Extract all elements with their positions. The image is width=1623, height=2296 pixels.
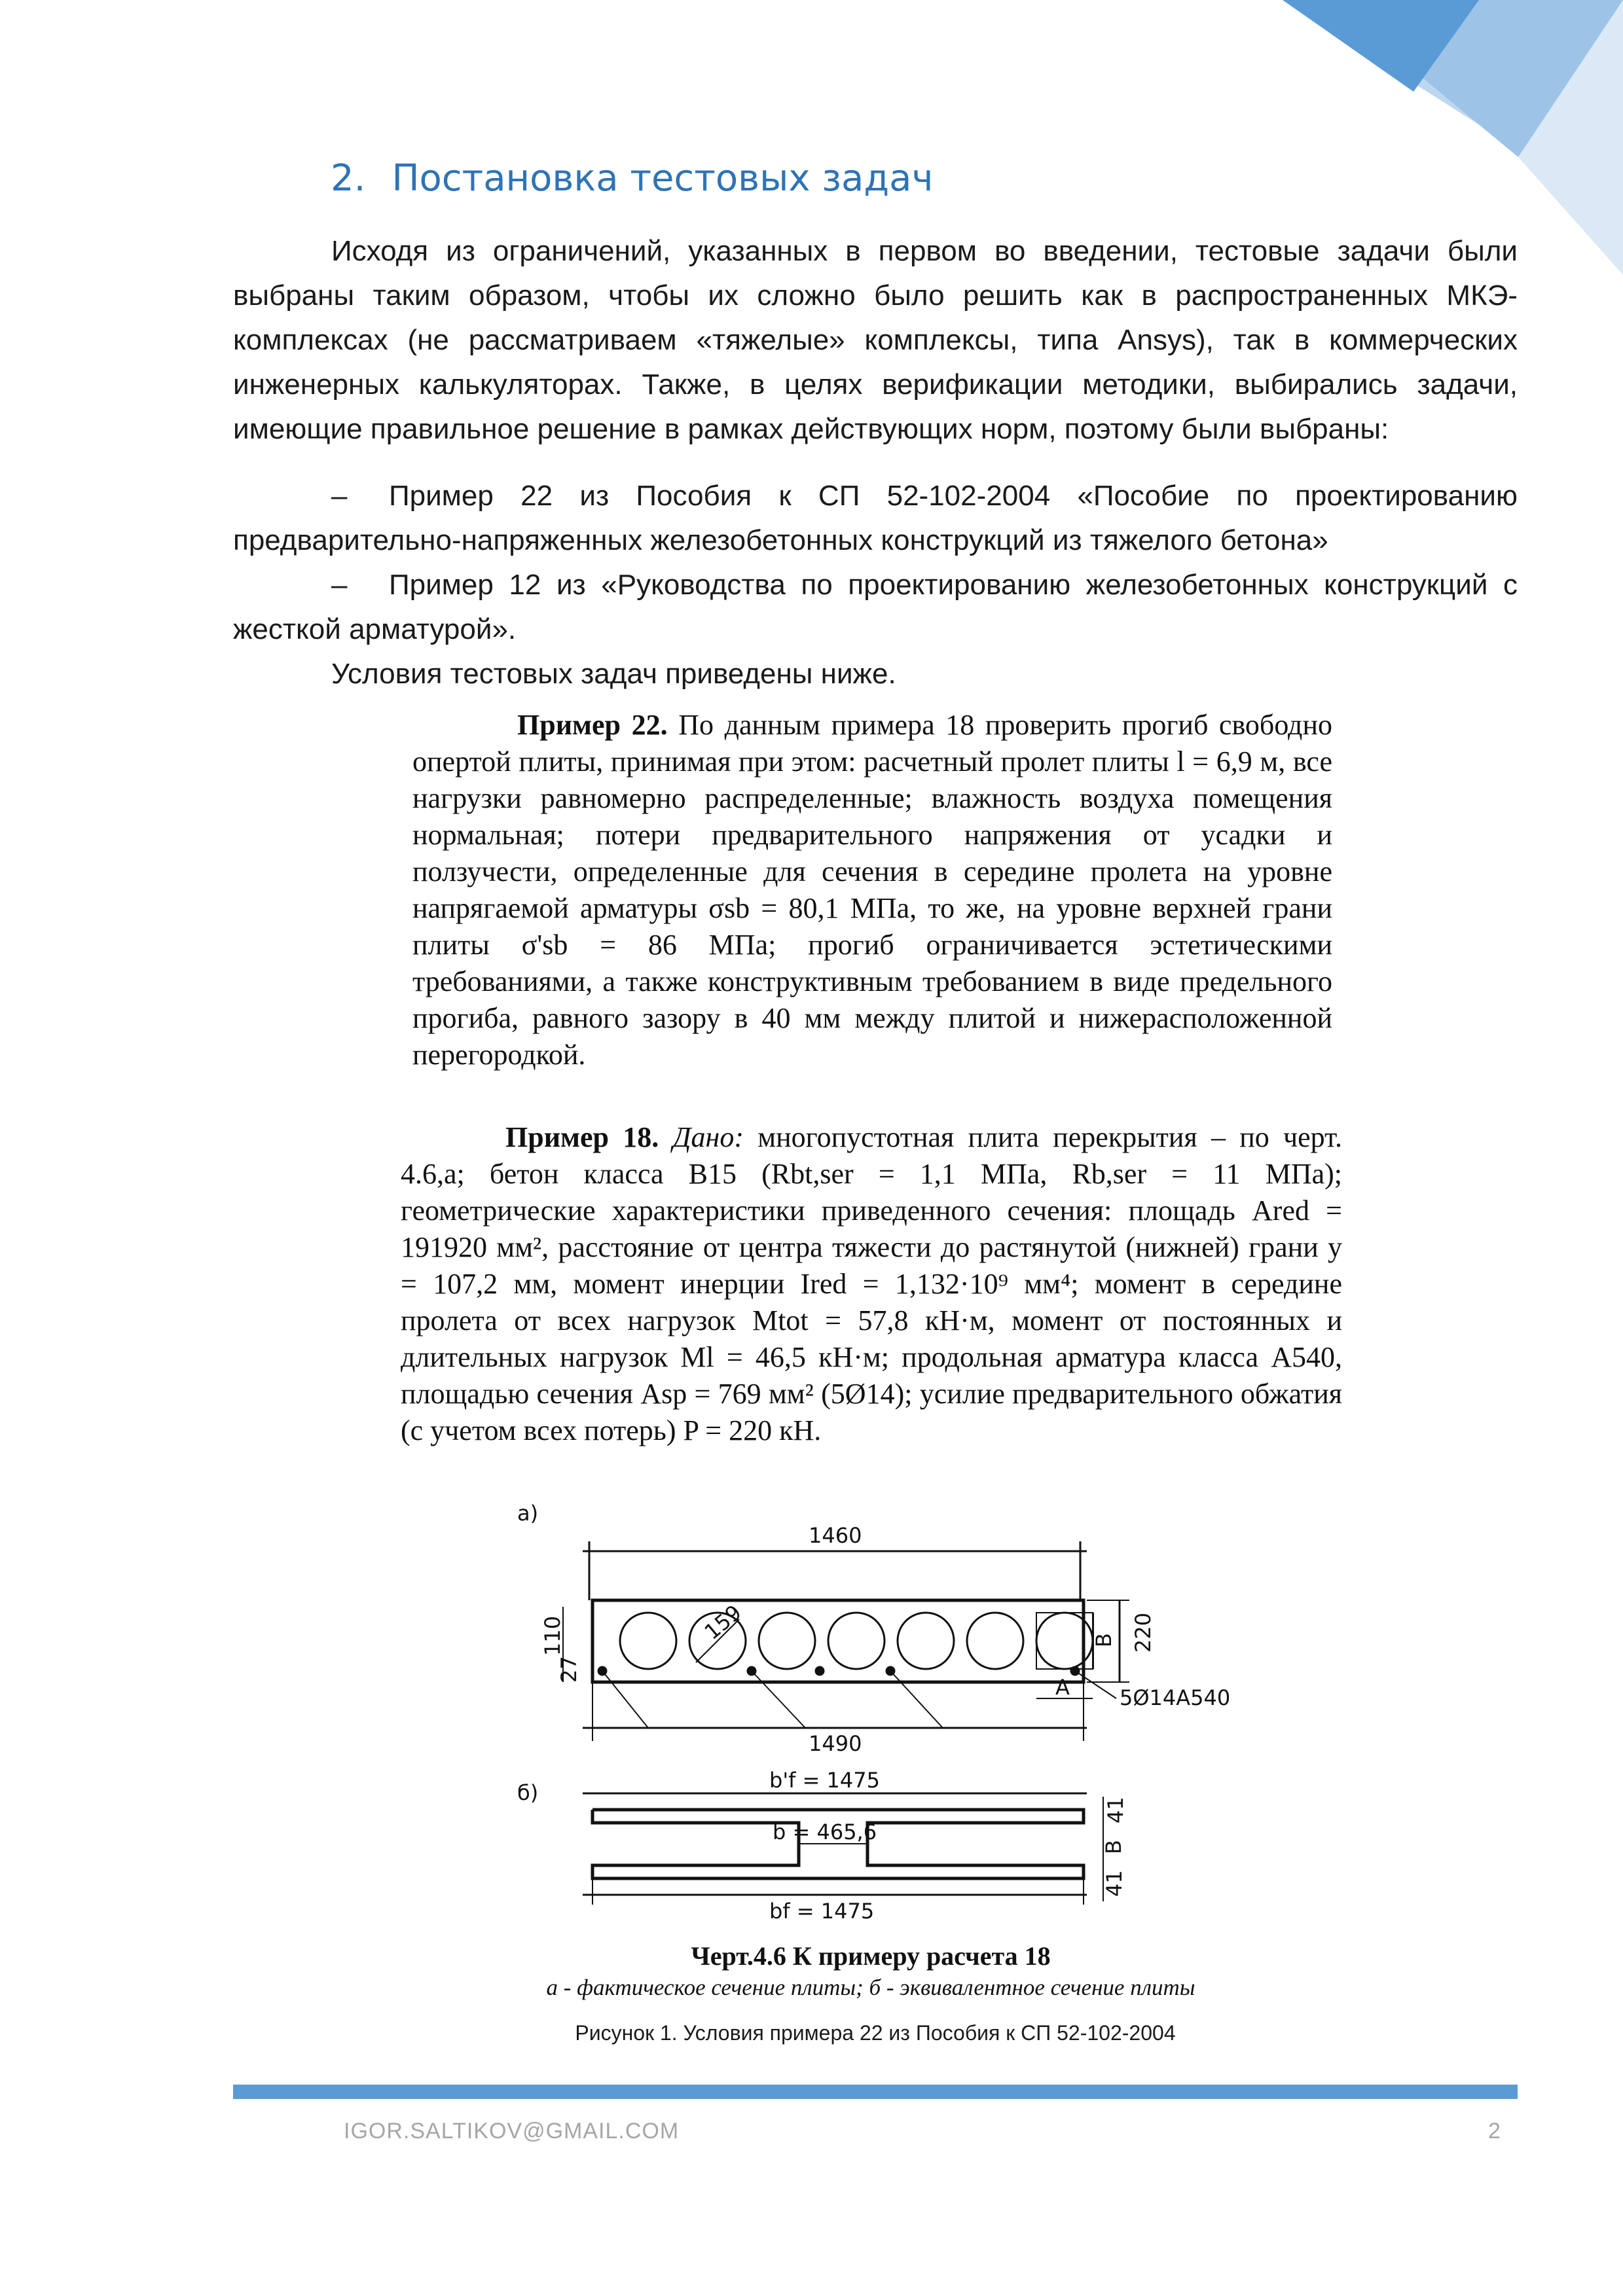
rebar-leader [752, 1671, 805, 1728]
figure-title: Черт.4.6 К примеру расчета 18 [691, 1941, 1051, 1971]
dim-label-159: 159 [699, 1600, 746, 1645]
void-circle [759, 1613, 815, 1669]
section-drawing [511, 1502, 1277, 1973]
list-item-text: Пример 22 из Пособия к СП 52-102-2004 «Пособие по проектированию предварительно-напряженных железобетонных конструкций из тяжелого бетона» [233, 480, 1518, 556]
conditions-paragraph: Условия тестовых задач приведены ниже. [331, 658, 896, 690]
example-18-label: Пример 18. [505, 1121, 659, 1153]
rebar-leader [890, 1671, 943, 1728]
example-22-body: По данным примера 18 проверить прогиб свободно опертой плиты, принимая при этом: расчетный пролет плиты l = 6,9 м, все нагрузки равномерно распределенные; влажность воздуха помещения нормальная; потери предварительного напряжения от усадки и ползучести, определенные для сечения в середине пролета на уровне напрягаемой арматуры σsb = 80,1 МПа, то же, на уровне верхней грани плиты σ'sb = 86 МПа; прогиб ограничивается эстетическими требованиями, а также конструктивным требованием в виде предельного прогиба, равного зазору в 40 мм между плитой и нижерасположенной перегородкой. [412, 709, 1332, 1071]
dim-label-b-web: b = 465,6 [773, 1820, 877, 1844]
footer-rule [233, 2085, 1518, 2099]
list-dash: – [331, 569, 348, 601]
figure-subtitle: а - фактическое сечение плиты; б - эквивалентное сечение плиты [546, 1975, 1195, 2000]
void-circle [620, 1613, 676, 1669]
dim-label-41-bottom: 41 [1102, 1870, 1127, 1897]
drawing-label-b: б) [517, 1780, 539, 1805]
list-item-text: Пример 12 из «Руководства по проектированию железобетонных конструкций с жесткой арматурой». [233, 569, 1518, 645]
slab-outline [593, 1600, 1084, 1682]
dim-label-27: 27 [556, 1656, 581, 1683]
intro-paragraph: Исходя из ограничений, указанных в первом во введении, тестовые задачи были выбраны таким образом, чтобы их сложно было решить как в распространенных МКЭ-комплексах (не рассматриваем «тяжелые» комплексы, типа Ansys), так в коммерческих инженерных калькуляторах. Также, в целях верификации методики, выбирались задачи, имеющие правильное решение в рамках действующих норм, поэтому были выбраны: [233, 235, 1518, 445]
rebar-dot [816, 1667, 824, 1675]
void-circle [967, 1613, 1023, 1669]
dim-label-1460: 1460 [809, 1523, 862, 1548]
rebar-leader [1075, 1671, 1116, 1698]
rebar-leader [602, 1671, 648, 1728]
list-item [233, 474, 1518, 563]
list-item [233, 563, 1518, 652]
dim-label-bf-bottom: bf = 1475 [769, 1899, 875, 1924]
example-22-text [412, 707, 1332, 1073]
section-heading [331, 157, 933, 200]
page-number: 2 [1488, 2119, 1501, 2144]
rebar-label: 5Ø14A540 [1120, 1685, 1231, 1710]
dim-label-1490: 1490 [809, 1731, 862, 1756]
section-title: Постановка тестовых задач [392, 157, 934, 200]
void-circle [828, 1613, 884, 1669]
example-18-given: Дано: [659, 1121, 744, 1153]
dim-label-bf-top: b'f = 1475 [769, 1768, 880, 1793]
drawing-label-a: а) [517, 1502, 539, 1526]
figure-caption: Рисунок 1. Условия примера 22 из Пособия к СП 52-102-2004 [575, 2021, 1176, 2045]
dim-label-a: A [1055, 1675, 1070, 1700]
dim-label-b: B [1091, 1633, 1116, 1647]
dim-label-41-top: 41 [1103, 1797, 1128, 1823]
void-circle [898, 1613, 954, 1669]
footer-email: IGOR.SALTIKOV@GMAIL.COM [344, 2119, 680, 2144]
dim-label-b2: B [1101, 1840, 1126, 1854]
scanned-excerpt [393, 707, 1349, 2009]
section-number: 2. [331, 157, 366, 200]
example-22-label: Пример 22. [517, 709, 668, 741]
list-dash: – [331, 480, 348, 512]
dim-label-110: 110 [540, 1615, 565, 1656]
example-18-text [401, 1119, 1342, 1449]
example-18-body: многопустотная плита перекрытия – по черт. 4.6,а; бетон класса В15 (Rbt,ser = 1,1 МПа, Rb,ser = 11 МПа); геометрические характеристики приведенного сечения: площадь Ared = 191920 мм², расстояние от центра тяжести до растянутой (нижней) грани y = 107,2 мм, момент инерции Ired = 1,132·10⁹ мм⁴; момент в середине пролета от всех нагрузок Mtot = 57,8 кН·м, момент от постоянных и длительных нагрузок Ml = 46,5 кН·м; продольная арматура класса А540, площадью сечения Asp = 769 мм² (5Ø14); усилие предварительного обжатия (с учетом всех потерь) P = 220 кН. [401, 1121, 1342, 1446]
dim-label-220: 220 [1131, 1612, 1156, 1653]
